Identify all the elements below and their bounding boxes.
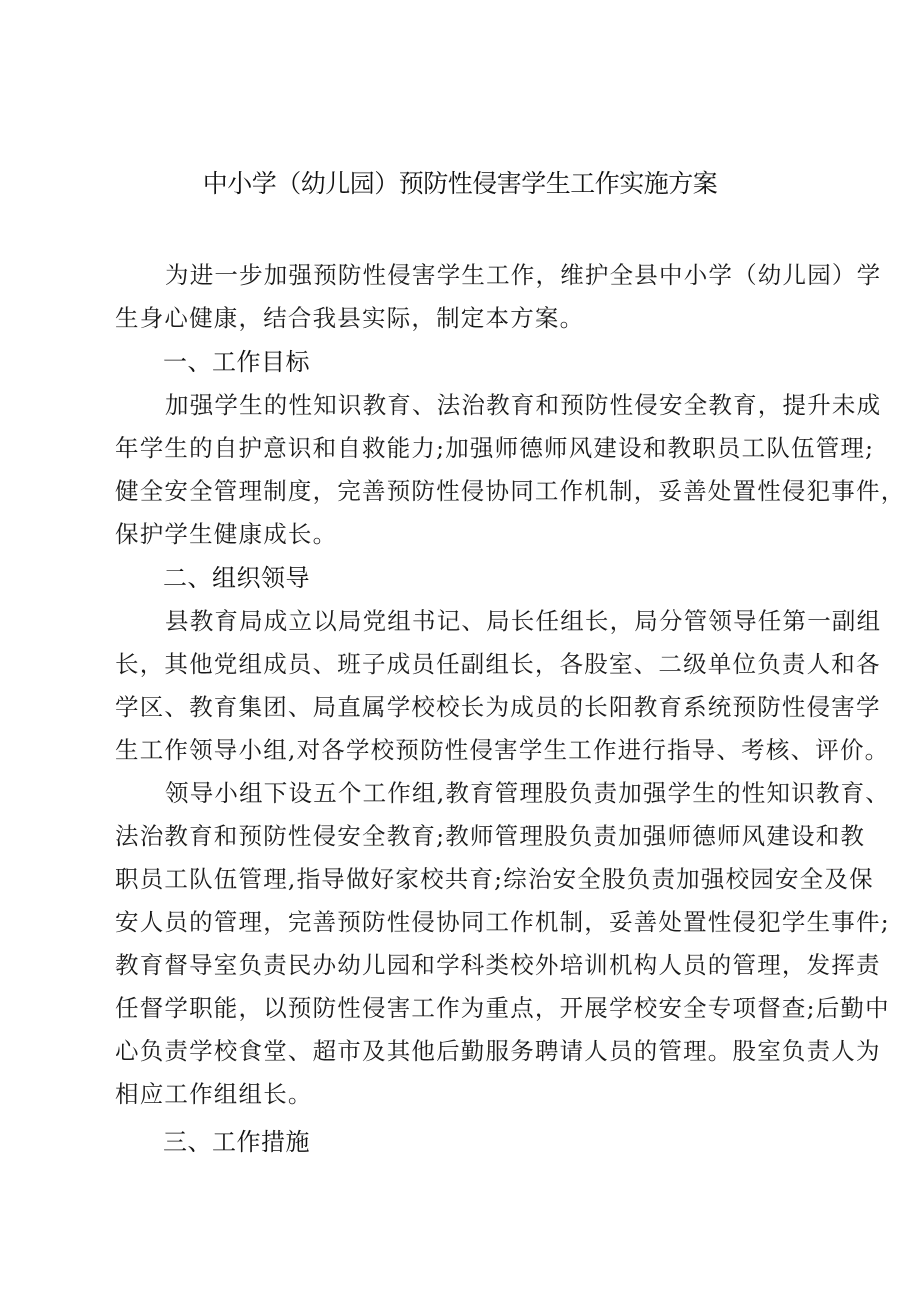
text-line: 县教育局成立以局党组书记、局长任组长，局分管领导任第一副组: [165, 607, 882, 635]
text-line: 安人员的管理，完善预防性侵协同工作机制，妥善处置性侵犯学生事件;: [115, 908, 890, 936]
text-line: 长，其他党组成员、班子成员任副组长，各股室、二级单位负责人和各: [115, 650, 881, 678]
section-heading-goals: 一、工作目标: [163, 348, 310, 376]
text-line: 生身心健康，结合我县实际，制定本方案。: [115, 304, 585, 332]
text-line: 心负责学校食堂、超市及其他后勤服务聘请人员的管理。股室负责人为: [115, 1037, 881, 1065]
document-title: 中小学（幼儿园）预防性侵害学生工作实施方案: [202, 169, 718, 198]
text-line: 为进一步加强预防性侵害学生工作，维护全县中小学（幼儿园）学: [165, 261, 882, 289]
text-line: 教育督导室负责民办幼儿园和学科类校外培训机构人员的管理，发挥责: [115, 951, 881, 979]
organization-paragraph-1: [115, 600, 890, 772]
document-body: [115, 254, 906, 1164]
section-heading-organization: 二、组织领导: [163, 564, 310, 592]
text-line: 学区、教育集团、局直属学校校长为成员的长阳教育系统预防性侵害学: [115, 693, 881, 721]
text-line: 健全安全管理制度，完善预防性侵协同工作机制，妥善处置性侵犯事件，: [115, 477, 906, 505]
text-line: 生工作领导小组,对各学校预防性侵害学生工作进行指导、考核、评价。: [115, 736, 890, 764]
goals-paragraph: [115, 384, 906, 556]
section-heading-measures: 三、工作措施: [163, 1128, 310, 1156]
organization-paragraph-2: [115, 772, 890, 1116]
text-line: 加强学生的性知识教育、法治教育和预防性侵安全教育，提升未成: [165, 391, 882, 419]
text-line: 领导小组下设五个工作组,教育管理股负责加强学生的性知识教育、: [165, 779, 890, 807]
text-line: 相应工作组组长。: [115, 1080, 313, 1108]
text-line: 职员工队伍管理,指导做好家校共育;综治安全股负责加强校园安全及保: [115, 865, 874, 893]
text-line: 法治教育和预防性侵安全教育;教师管理股负责加强师德师风建设和教: [115, 822, 866, 850]
text-line: 任督学职能，以预防性侵害工作为重点，开展学校安全专项督查;后勤中: [115, 994, 890, 1022]
text-line: 年学生的自护意识和自救能力;加强师德师风建设和教职员工队伍管理;: [115, 434, 875, 462]
text-line: 保护学生健康成长。: [115, 520, 338, 548]
intro-paragraph: [115, 254, 882, 340]
